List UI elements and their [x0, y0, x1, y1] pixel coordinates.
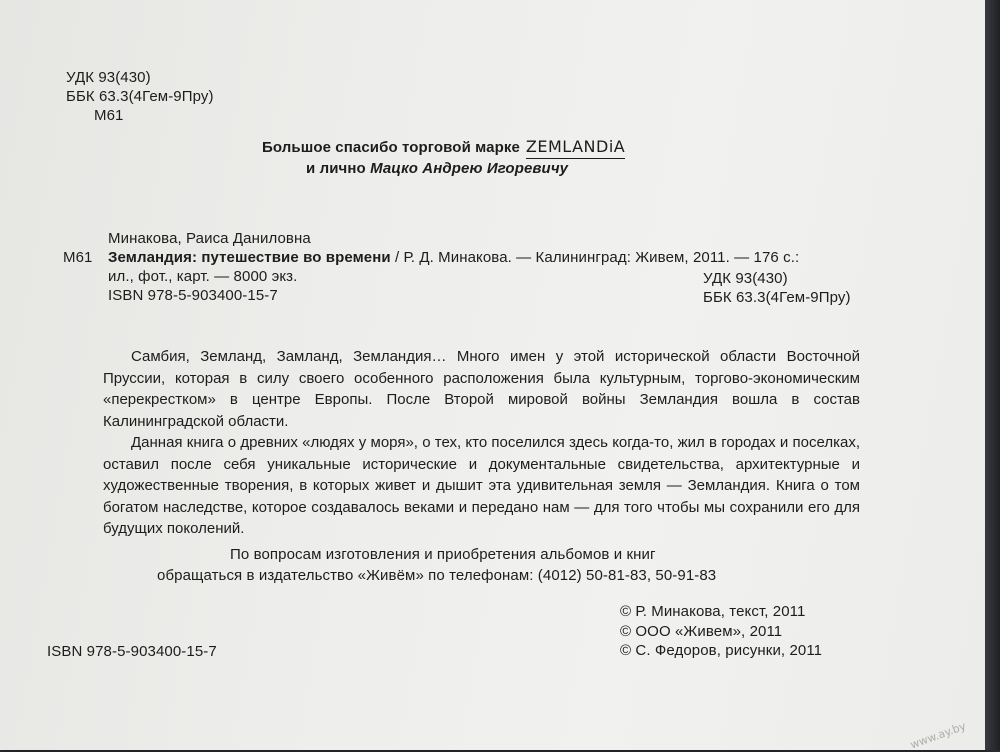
- thanks-line-2: [306, 161, 568, 176]
- contact-line-2: обращаться в издательство «Живём» по телефонам: (4012) 50-81-83, 50-91-83: [157, 567, 717, 584]
- catalog-udk: УДК 93(430): [703, 270, 788, 287]
- copyright-line-1: © Р. Минакова, текст, 2011: [620, 603, 806, 620]
- thanks-prefix: и лично: [306, 160, 366, 177]
- book-title-rest: / Р. Д. Минакова. — Калининград: Живем, 2011. — 176 с.:: [394, 249, 800, 266]
- catalog-author: Минакова, Раиса Даниловна: [108, 230, 311, 247]
- thanks-line-1: [262, 139, 625, 155]
- catalog-isbn: ISBN 978-5-903400-15-7: [108, 287, 278, 304]
- brand-logo: ZEMLANDiA: [525, 137, 626, 156]
- catalog-description: ил., фот., карт. — 8000 экз.: [108, 268, 298, 285]
- top-bbk: ББК 63.3(4Гем-9Пру): [66, 88, 214, 105]
- annotation-paragraph-1: Самбия, Земланд, Замланд, Земландия… Много имен у этой исторической области Восточной Пруссии, которая в силу своего особенного расположения была культурным, торгово-экономическим «перекрестком» в центре Европы. После Второй мировой войны Земландия вошла в состав Калининградской области.: [103, 348, 860, 430]
- annotation-paragraph-2: Данная книга о древних «людях у моря», о тех, кто поселился здесь когда-то, жил в городах и поселках, оставил после себя уникальные исторические и документальные свидетельства, архитектурные и художественные творения, в которых живет и дышит эта удивительная земля — Земландия. Книга о том богатом наследстве, которое создавалось веками и передано нам — для того чтобы мы сохранили его для будущих поколений.: [103, 434, 860, 537]
- thanks-person-name: Мацко Андрею Игоревичу: [370, 160, 569, 177]
- book-title: Земландия: путешествие во времени: [108, 249, 391, 266]
- contact-line-1: По вопросам изготовления и приобретения альбомов и книг: [230, 546, 656, 563]
- catalog-title-line: [108, 250, 799, 265]
- annotation: [103, 346, 860, 540]
- catalog-bbk: ББК 63.3(4Гем-9Пру): [703, 289, 851, 306]
- copyright-line-3: © С. Федоров, рисунки, 2011: [620, 642, 823, 659]
- top-udk: УДК 93(430): [66, 69, 151, 86]
- bottom-isbn: ISBN 978-5-903400-15-7: [47, 643, 217, 660]
- book-cover-edge: [985, 0, 1000, 750]
- watermark: www.ay.by: [908, 719, 968, 752]
- top-code: М61: [94, 107, 124, 124]
- catalog-code: М61: [63, 249, 93, 266]
- copyright-line-2: © ООО «Живем», 2011: [620, 623, 783, 640]
- thanks-text: Большое спасибо торговой марке: [262, 139, 520, 156]
